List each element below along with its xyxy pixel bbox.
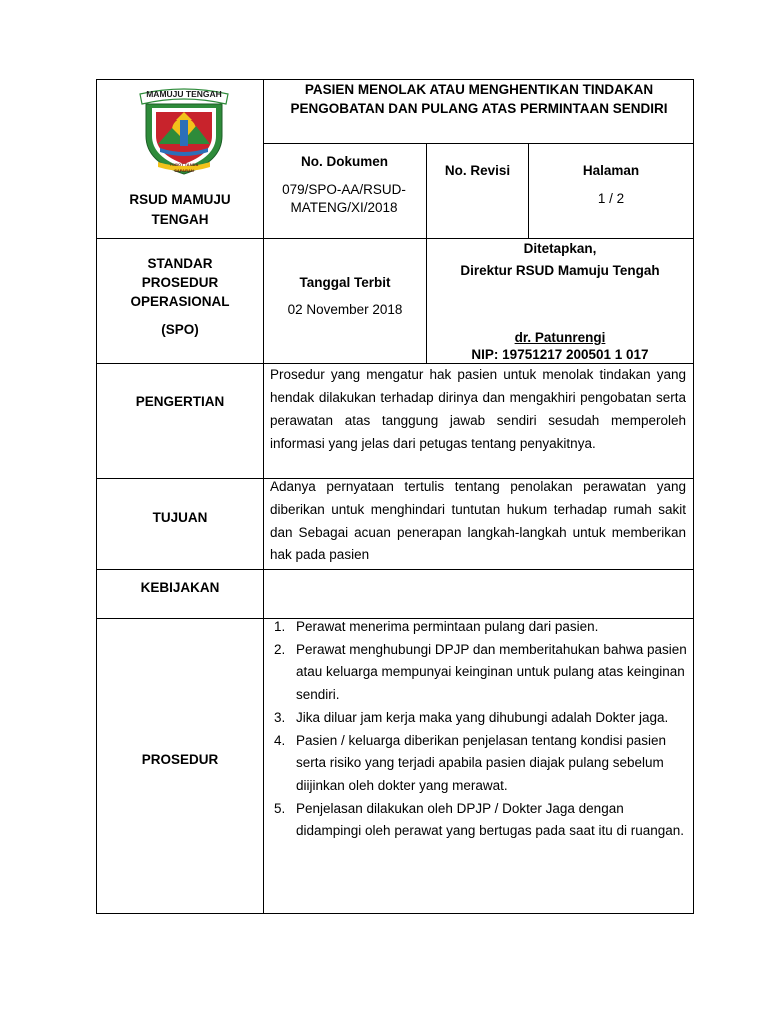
kebijakan-label: KEBIJAKAN bbox=[140, 580, 220, 595]
sop-line2: PROSEDUR bbox=[141, 275, 219, 290]
prosedur-step bbox=[270, 639, 688, 707]
sop-heading bbox=[98, 254, 262, 339]
page-label: Halaman bbox=[582, 163, 640, 178]
prosedur-step bbox=[270, 730, 688, 798]
issue-date-label: Tanggal Terbit bbox=[299, 275, 391, 290]
step-number: 1. bbox=[274, 619, 286, 634]
prosedur-step bbox=[270, 798, 688, 843]
prosedur-label: PROSEDUR bbox=[141, 752, 219, 767]
approver-title: Direktur RSUD Mamuju Tengah bbox=[460, 263, 660, 278]
doc-number-label: No. Dokumen bbox=[300, 154, 388, 169]
pengertian-text: Prosedur yang mengatur hak pasien untuk menolak tindakan yang hendak dilakukan terhadap dirinya dan mengakhiri pengobatan serta perawatan atas tanggung jawab sendiri sesudah memperoleh informasi yang jelas dari petugas tentang penyakitnya. bbox=[270, 367, 686, 451]
prosedur-list bbox=[270, 616, 688, 843]
signer-name: dr. Patunrengi bbox=[514, 330, 606, 345]
step-number: 2. bbox=[274, 641, 286, 657]
border-col-revisi bbox=[426, 143, 427, 364]
document-title: PASIEN MENOLAK ATAU MENGHENTIKAN TINDAKAN PENGOBATAN DAN PULANG ATAS PERMINTAAN SENDIRI bbox=[290, 82, 668, 116]
approved-label: Ditetapkan, bbox=[523, 241, 597, 256]
step-text: Perawat menghubungi DPJP dan memberitahukan bahwa pasien atau keluarga mempunyai keinginan untuk pulang atas keinginan sendiri. bbox=[296, 641, 687, 703]
step-number: 3. bbox=[274, 709, 286, 725]
sop-abbr: (SPO) bbox=[161, 322, 199, 337]
border-left bbox=[96, 79, 97, 914]
page-value: 1 / 2 bbox=[597, 191, 625, 206]
border-col-halaman bbox=[528, 143, 529, 239]
border-row1-bottom bbox=[96, 238, 694, 239]
step-number: 4. bbox=[274, 732, 286, 748]
logo-banner-text: MAMUJU TENGAH bbox=[146, 89, 222, 99]
border-bottom bbox=[96, 913, 694, 914]
revision-label: No. Revisi bbox=[444, 163, 511, 178]
border-title-bottom bbox=[263, 143, 694, 144]
tujuan-text: Adanya pernyataan tertulis tentang penolakan perawatan yang diberikan untuk menghindari tuntutan hukum terhadap rumah sakit dan Sebagai acuan penerapan langkah-langkah untuk memberikan hak pada pasien bbox=[270, 479, 686, 563]
sop-line1: STANDAR bbox=[147, 256, 213, 271]
signer-nip: NIP: 19751217 200501 1 017 bbox=[471, 347, 649, 362]
border-mid bbox=[263, 79, 264, 914]
step-number: 5. bbox=[274, 800, 286, 816]
prosedur-step bbox=[270, 707, 688, 730]
border-tujuan-bottom bbox=[96, 569, 694, 570]
hospital-name: RSUD MAMUJU TENGAH bbox=[129, 192, 231, 227]
border-right bbox=[693, 79, 694, 914]
pengertian-label: PENGERTIAN bbox=[135, 394, 225, 409]
prosedur-step bbox=[270, 616, 688, 639]
step-text: Penjelasan dilakukan oleh DPJP / Dokter Jaga dengan didampingi oleh perawat yang bertugas pada saat itu di ruangan. bbox=[296, 800, 685, 839]
issue-date-value: 02 November 2018 bbox=[287, 302, 403, 317]
tujuan-label: TUJUAN bbox=[152, 510, 208, 525]
doc-number-value: 079/SPO-AA/RSUD-MATENG/XI/2018 bbox=[282, 182, 406, 215]
logo-bottom-text: TOBOT TANDA SAPARAN bbox=[169, 162, 199, 173]
step-text: Jika diluar jam kerja maka yang dihubungi adalah Dokter jaga. bbox=[296, 709, 669, 725]
step-text: Perawat menerima permintaan pulang dari pasien. bbox=[296, 619, 599, 634]
sop-line3: OPERASIONAL bbox=[130, 294, 230, 309]
hospital-logo bbox=[136, 86, 232, 176]
step-text: Pasien / keluarga diberikan penjelasan tentang kondisi pasien serta risiko yang terjadi apabila pasien diajak pulang sebelum diijinkan oleh dokter yang merawat. bbox=[296, 732, 667, 793]
